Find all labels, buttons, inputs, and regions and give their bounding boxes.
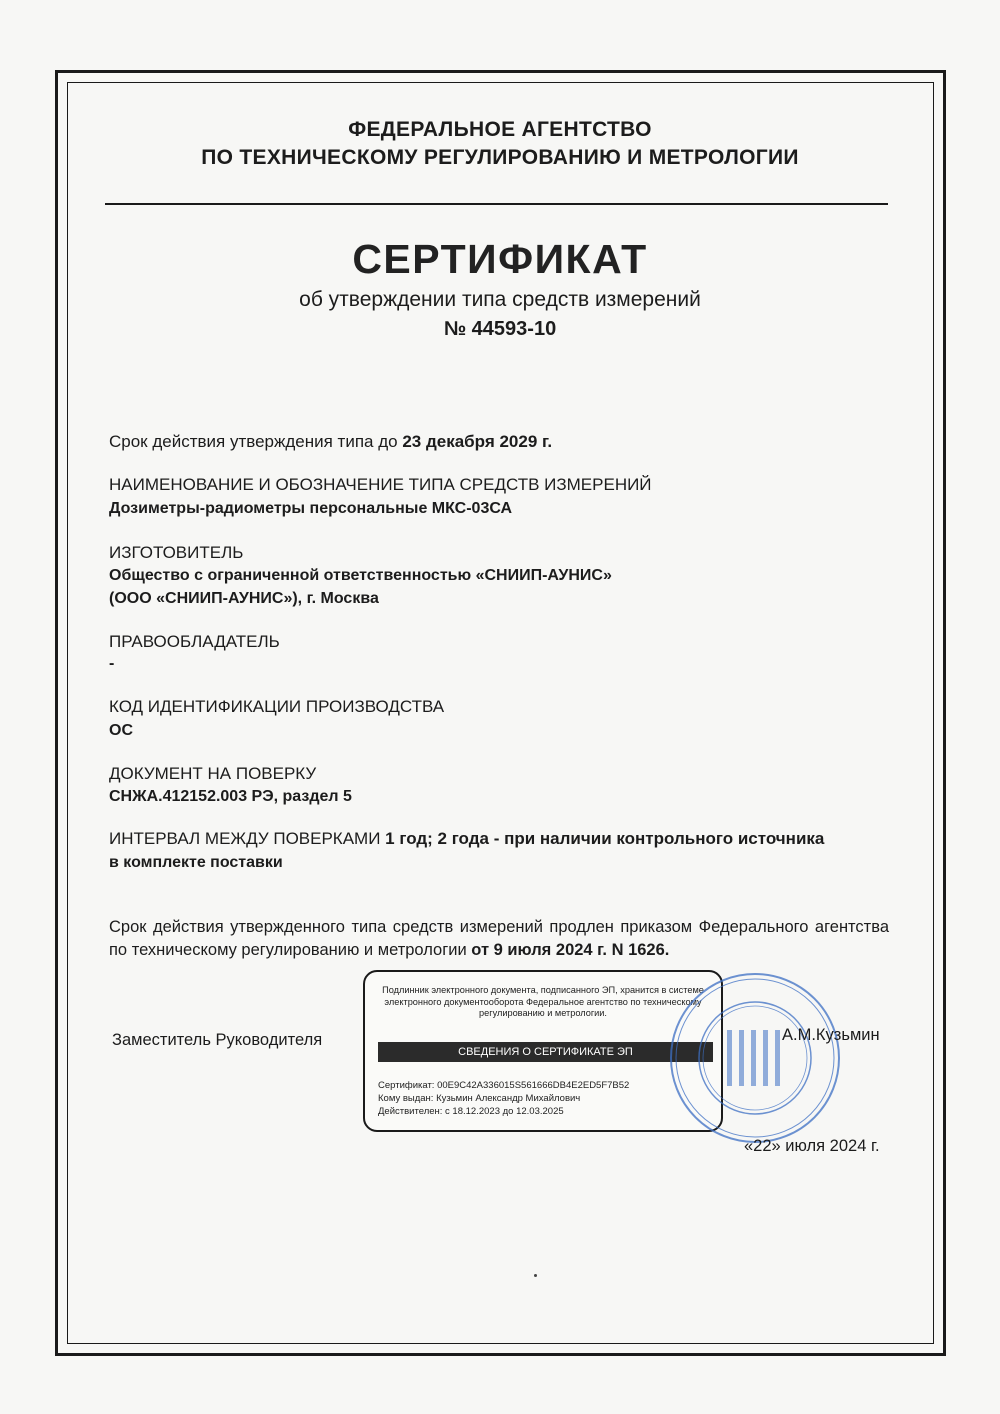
document-title: СЕРТИФИКАТ (352, 236, 648, 282)
instrument-label: НАИМЕНОВАНИЕ И ОБОЗНАЧЕНИЕ ТИПА СРЕДСТВ ИЗМЕРЕНИЙ (109, 475, 652, 494)
validity-date: 23 декабря 2029 г. (402, 432, 553, 451)
validity-label: Срок действия утверждения типа до (109, 432, 403, 451)
e-signature-note: Подлинник электронного документа, подписанного ЭП, хранится в системе электронного документооборота Федеральное агентство по техническому регулированию и метрологии. (382, 985, 704, 1018)
verification-doc-value: СНЖА.412152.003 РЭ, раздел 5 (109, 788, 352, 805)
interval-line (109, 829, 824, 849)
instrument-value: Дозиметры-радиометры персональные МКС-03СА (109, 500, 513, 517)
verification-doc-label: ДОКУМЕНТ НА ПОВЕРКУ (109, 764, 317, 783)
rightholder-label: ПРАВООБЛАДАТЕЛЬ (109, 632, 280, 651)
e-signature-certificate: Сертификат: 00E9C42A336015S561666DB4E2ED5F7B52 (378, 1080, 630, 1091)
signer-name: А.М.Кузьмин (782, 1026, 880, 1044)
extension-text: Срок действия утвержденного типа средств измерений продлен приказом Федерального агентства по техническому регулированию и метрологии (109, 918, 889, 959)
page-speck (534, 1274, 537, 1277)
extension-order: от 9 июля 2024 г. N 1626. (471, 941, 670, 959)
header-divider (105, 203, 888, 205)
agency-name-line1: ФЕДЕРАЛЬНОЕ АГЕНТСТВО (348, 118, 652, 141)
e-signature-header: СВЕДЕНИЯ О СЕРТИФИКАТЕ ЭП (378, 1042, 713, 1062)
certificate-number: № 44593-10 (443, 318, 557, 340)
manufacturer-line1: Общество с ограниченной ответственностью «СНИИП-АУНИС» (109, 567, 612, 584)
signer-position: Заместитель Руководителя (112, 1031, 323, 1049)
interval-label: ИНТЕРВАЛ МЕЖДУ ПОВЕРКАМИ (109, 829, 386, 848)
e-signature-issued-to: Кому выдан: Кузьмин Александр Михайлович (378, 1093, 581, 1104)
interval-value: 1 год; 2 года - при наличии контрольного источника (385, 829, 825, 848)
agency-name-line2: ПО ТЕХНИЧЕСКОМУ РЕГУЛИРОВАНИЮ И МЕТРОЛОГИИ (201, 146, 799, 169)
validity-line (109, 432, 552, 452)
rightholder-value: - (109, 655, 115, 672)
document-subtitle: об утверждении типа средств измерений (299, 288, 701, 311)
extension-paragraph (109, 916, 889, 962)
signature-date: «22» июля 2024 г. (744, 1137, 880, 1155)
production-code-label: КОД ИДЕНТИФИКАЦИИ ПРОИЗВОДСТВА (109, 697, 445, 716)
production-code-value: ОС (109, 722, 133, 739)
interval-value-continued: в комплекте поставки (109, 854, 283, 871)
e-signature-valid: Действителен: с 18.12.2023 до 12.03.2025 (378, 1106, 564, 1117)
round-seal-icon (664, 968, 846, 1148)
manufacturer-label: ИЗГОТОВИТЕЛЬ (109, 543, 244, 562)
manufacturer-line2: (ООО «СНИИП-АУНИС»), г. Москва (109, 590, 379, 607)
